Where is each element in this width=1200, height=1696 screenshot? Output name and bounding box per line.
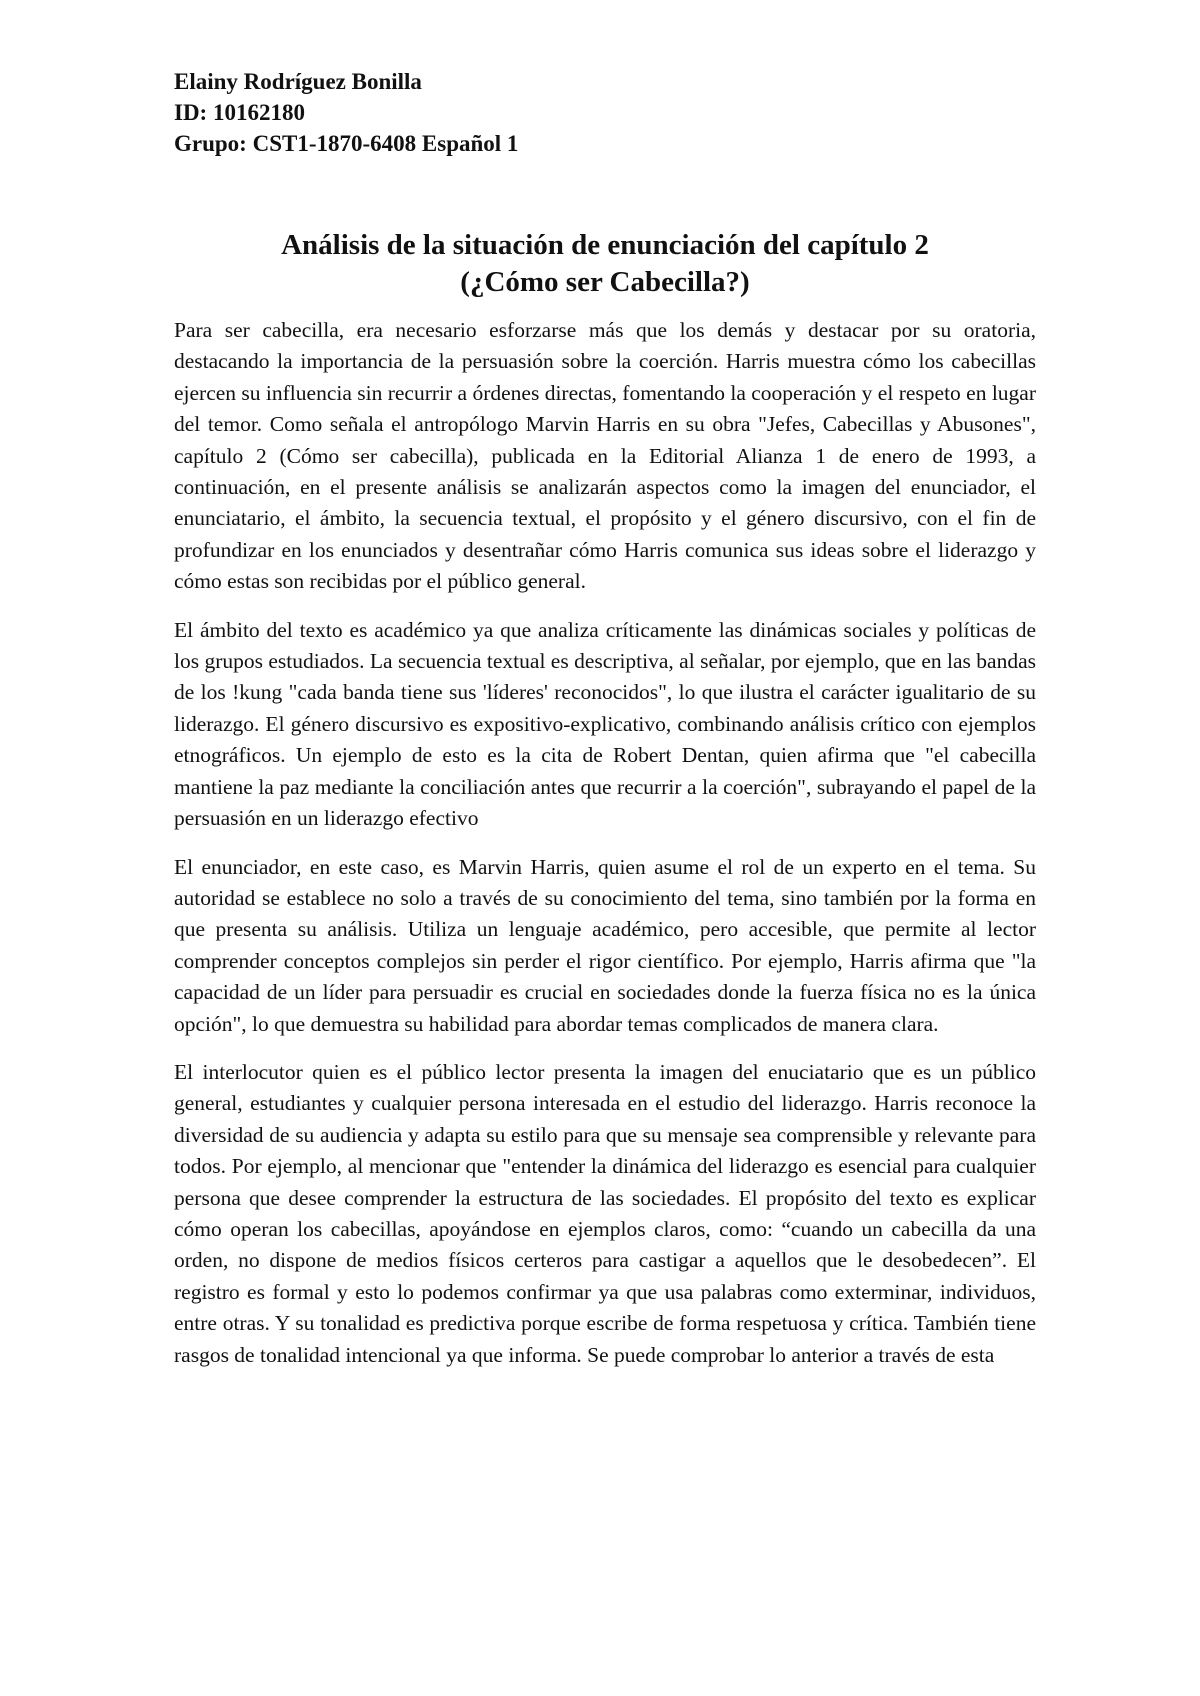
paragraph-ambito: El ámbito del texto es académico ya que analiza críticamente las dinámicas sociales y políticas de los grupos estudiados. La secuencia textual es descriptiva, al señalar, por ejemplo, que en las bandas de los !kung "cada banda tiene sus 'líderes' reconocidos", lo que ilustra el carácter igualitario de su liderazgo. El género discursivo es expositivo-explicativo, combinando análisis crítico con ejemplos etnográficos. Un ejemplo de esto es la cita de Robert Dentan, quien afirma que "el cabecilla mantiene la paz mediante la conciliación antes que recurrir a la coerción", subrayando el papel de la persuasión en un liderazgo efectivo <box>174 617 1036 831</box>
document-page <box>174 66 1036 1388</box>
student-id: ID: 10162180 <box>174 100 305 125</box>
document-title <box>174 227 1036 301</box>
paragraph-enunciador: El enunciador, en este caso, es Marvin Harris, quien asume el rol de un experto en el tema. Su autoridad se establece no solo a través de su conocimiento del tema, sino también por la forma en que presenta su análisis. Utiliza un lenguaje académico, pero accesible, que permite al lector comprender conceptos complejos sin perder el rigor científico. Por ejemplo, Harris afirma que "la capacidad de un líder para persuadir es crucial en sociedades donde la fuerza física no es la única opción", lo que demuestra su habilidad para abordar temas complicados de manera clara. <box>174 854 1036 1036</box>
author-name: Elainy Rodríguez Bonilla <box>174 69 422 94</box>
title-line-1: Análisis de la situación de enunciación del capítulo 2 <box>281 229 929 261</box>
author-header <box>174 66 1036 159</box>
body-text <box>174 315 1036 1371</box>
paragraph-interlocutor: El interlocutor quien es el público lector presenta la imagen del enuciatario que es un público general, estudiantes y cualquier persona interesada en el estudio del liderazgo. Harris reconoce la diversidad de su audiencia y adapta su estilo para que su mensaje sea comprensible y relevante para todos. Por ejemplo, al mencionar que "entender la dinámica del liderazgo es esencial para cualquier persona que desee comprender la estructura de las sociedades. El propósito del texto es explicar cómo operan los cabecillas, apoyándose en ejemplos claros, como: “cuando un cabecilla da una orden, no dispone de medios físicos certeros para castigar a aquellos que le desobedecen”. El registro es formal y esto lo podemos confirmar ya que usa palabras como exterminar, individuos, entre otras. Y su tonalidad es predictiva porque escribe de forma respetuosa y crítica. También tiene rasgos de tonalidad intencional ya que informa. Se puede comprobar lo anterior a través de esta <box>174 1059 1036 1367</box>
course-group: Grupo: CST1-1870-6408 Español 1 <box>174 131 519 156</box>
title-line-2: (¿Cómo ser Cabecilla?) <box>460 266 750 298</box>
paragraph-intro: Para ser cabecilla, era necesario esforzarse más que los demás y destacar por su oratoria, destacando la importancia de la persuasión sobre la coerción. Harris muestra cómo los cabecillas ejercen su influencia sin recurrir a órdenes directas, fomentando la cooperación y el respeto en lugar del temor. Como señala el antropólogo Marvin Harris en su obra "Jefes, Cabecillas y Abusones", capítulo 2 (Cómo ser cabecilla), publicada en la Editorial Alianza 1 de enero de 1993, a continuación, en el presente análisis se analizarán aspectos como la imagen del enunciador, el enunciatario, el ámbito, la secuencia textual, el propósito y el género discursivo, con el fin de profundizar en los enunciados y desentrañar cómo Harris comunica sus ideas sobre el liderazgo y cómo estas son recibidas por el público general. <box>174 318 1037 594</box>
